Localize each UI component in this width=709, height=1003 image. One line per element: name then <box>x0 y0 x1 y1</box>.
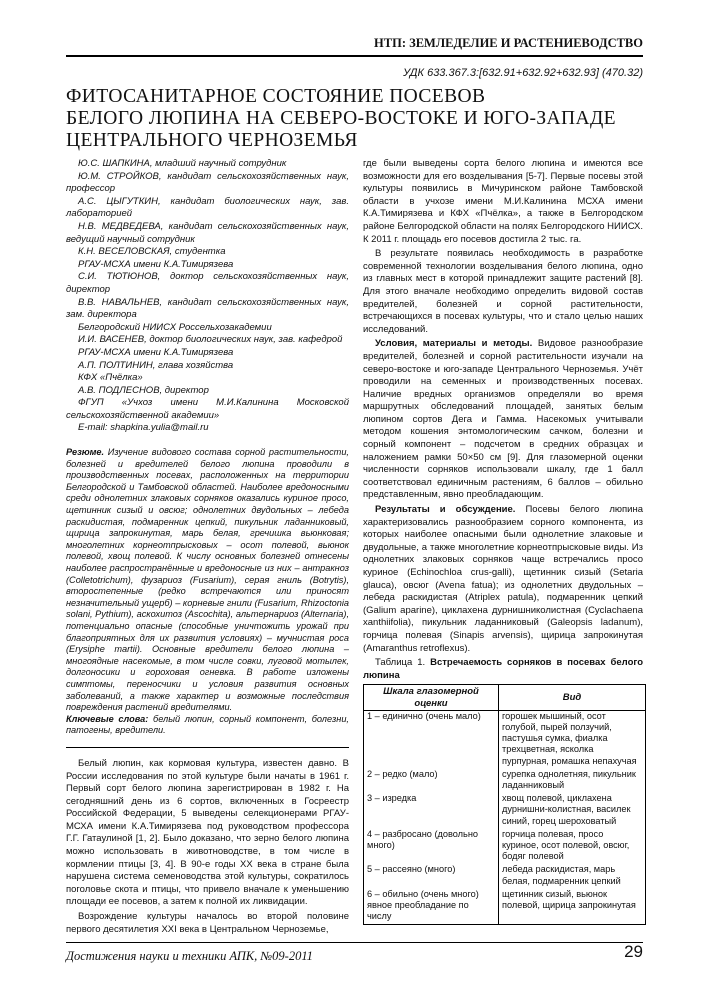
footer-rule <box>66 942 643 943</box>
table-cell-scale: 6 – обильно (очень много) явное преобладание по числу <box>364 889 499 925</box>
methods-heading: Условия, материалы и методы. <box>375 338 533 350</box>
paragraph: Возрождение культуры началось во второй половине первого десятилетия XXI века в Центральном Черноземье, <box>66 911 349 935</box>
keywords-label: Ключевые слова: <box>66 713 149 724</box>
abstract <box>66 447 349 714</box>
affiliation-line: РГАУ-МСХА имени К.А.Тимирязева <box>78 346 234 358</box>
table-row <box>364 864 646 888</box>
author-line: И.И. ВАСЕНЕВ, доктор биологических наук, зав. кафедрой <box>78 334 343 346</box>
author-line: А.П. ПОЛТИНИН, глава хозяйства <box>78 359 234 371</box>
journal-name: Достижения науки и техники АПК, №09-2011 <box>66 949 313 963</box>
table-caption <box>363 657 643 682</box>
author-line: С.И. ТЮТЮНОВ, доктор сельскохозяйственных наук, директор <box>66 271 349 295</box>
title-line-3: ЦЕНТРАЛЬНОГО ЧЕРНОЗЕМЬЯ <box>66 130 358 151</box>
author-line: А.С. ЦЫГУТКИН, кандидат биологических наук, зав. лабораторией <box>66 195 349 220</box>
article-title <box>66 86 656 152</box>
table-row <box>364 769 646 793</box>
header-rule <box>66 55 643 57</box>
affiliation-line: Белгородский НИИСХ Россельхозакадемии <box>78 321 272 333</box>
table-header-scale: Шкала глазомерной оценки <box>364 685 499 710</box>
author-line: Ю.С. ШАПКИНА, младший научный сотрудник <box>78 158 287 169</box>
paragraph: Белый люпин, как кормовая культура, известен давно. В России исследования по этой культуре были начаты в 1961 г. Первый сорт белого люпина зарегистрирован в 1982 г. На сегодняшний день из 6 сортов, включенных в Госреестр Российской Федерации, 5 выведены селекционерами РГАУ-МСХА имени К.А.Тимирязева под руководством профессора Г.Г. Гатаулиной [1, 2]. Было доказано, что зерно белого люпина можно использовать в животноводстве, в том числе в кормлении птицы [3, 4]. В 90-е годы XX века в стране была нарушена система семеноводства этой культуры, сократилось поголовье скота и птицы, что привело вначале к уменьшению площади ее посевов, а затем к полной их ликвидации. <box>66 757 349 908</box>
author-list <box>66 158 349 435</box>
author-line: Ю.М. СТРОЙКОВ, кандидат сельскохозяйственных наук, профессор <box>66 170 349 195</box>
author-line: А.В. ПОДЛЕСНОВ, директор <box>78 384 209 396</box>
table-cell-scale: 3 – изредка <box>364 793 499 829</box>
paragraph-methods: Условия, материалы и методы. Видовое разнообразие вредителей, болезней и сорной растительности изучали на северо-востоке и юго-западе Центрального Черноземья. Учёт проводили на семенных и производственных посевах. Наличие вредных организмов определяли во время маршрутных обследований площадей, занятых белым люпином сортов Дега и Гамма. Насекомых учитывали методом кошения энтомологическим сачком, болезни и сорный компонент – подсчетом в средних образцах и наложением рамки 50×50 см [9]. Для глазомерной оценки численности сорняков использовали шкалу, где 1 балл соответствовал единичным растениям, 6 баллов – обильно представленным, явно преобладающим. <box>363 338 643 501</box>
table-cell-scale: 2 – редко (мало) <box>364 769 499 793</box>
table-cell-species: сурепка однолетняя, пикульник ладанниковый <box>499 769 646 793</box>
abstract-text: Изучение видового состава сорной растительности, болезней и вредителей белого люпина проводили в производственных посевах, расположенных на территории Белгородской и Тамбовской областей. Наиболее вредоносными среди однолетних злаковых сорняков оказались куриное просо, щетинник сизый и овсюг; однолетних двудольных – лебеда раскидистая, подмаренник цепкий, пикульник ладанниковый, щирица запрокинутая, марь белая, гречишка вьюнковая; многолетних корнеотпрысковых – осот полевой, вьюнок полевой, хвощ полевой. К числу основных болезней отнесены наиболее распространённые и вредоносные из них – антракноз (Colletotrichum), фузариоз (Fusarium), серая гниль (Botrytis), второстепенные (редко встречаются или приносят незначительный ущерб) – корневые гнили (Fusarium, Rhizoctonia solani, Pythium), аскохитоз (Ascochita), альтернариоз (Alternaria), потенциально опасные (способные уничтожить урожай при благоприятных для их развития условиях) – мучнистая роса (Erysiphe martii). Основные вредители белого люпина – многоядные насекомые, в том числе совки, луговой мотылек, долгоносики и гороховая огневка. В работе изложены симптомы, переносчики и условия развития основных заболеваний, а также характер и возможные последствия повреждения растений вредителями. <box>66 447 349 713</box>
abstract-divider <box>66 747 349 748</box>
table-cell-scale: 1 – единично (очень мало) <box>364 710 499 769</box>
title-line-1: ФИТОСАНИТАРНОЕ СОСТОЯНИЕ ПОСЕВОВ <box>66 86 486 107</box>
table-cell-species: щетинник сизый, вьюнок полевой, щирица запрокинутая <box>499 889 646 925</box>
table-cell-species: лебеда раскидистая, марь белая, подмаренник цепкий <box>499 864 646 888</box>
author-line: В.В. НАВАЛЬНЕВ, кандидат сельскохозяйственных наук, зам. директора <box>66 296 349 321</box>
results-heading: Результаты и обсуждение. <box>375 504 516 516</box>
left-body-text <box>66 758 349 936</box>
paragraph-results: Результаты и обсуждение. Посевы белого люпина характеризовались разнообразием сорного компонента, из которых наиболее опасными были однолетние злаковые и двудольные, а также многолетние корнеотпрысковые виды. Из однолетних злаковых сорняков чаще встречались просо куриное (Echinochloa crus-galli), щетинник сизый (Setaria glauca), овсюг (Avena fatua); из однолетних двудольных – лебеда раскидистая (Atriplex patula), подмаренник цепкий (Galium aparine), циклахена дурнишниколистная (Cyclachaena xanthiifolia), пикульник ладанниковый (Galeopsis ladanum), горчица полевая (Sinapis arvensis), щирица запрокинутая (Amaranthus retroflexus). <box>363 504 643 654</box>
table-cell-scale: 4 – разбросано (довольно много) <box>364 829 499 865</box>
paragraph: В результате появилась необходимость в разработке современной технологии возделывания белого люпина, одно из главных мест в которой принадлежит защите растений [8]. Для этого вначале необходимо определить видовой состав вредителей, болезней и сорной растительности, встречающихся в посевах культуры, что и стало целью наших исследований. <box>363 248 643 335</box>
table-cell-species: хвощ полевой, циклахена дурнишни-колистная, василек синий, горец шероховатый <box>499 793 646 829</box>
affiliation-line: ФГУП «Учхоз имени М.И.Калинина Московской сельскохозяйственной академии» <box>66 397 349 421</box>
keywords-text: белый люпин, сорный компонент, болезни, патогены, вредители. <box>66 713 349 736</box>
author-line: Н.В. МЕДВЕДЕВА, кандидат сельскохозяйственных наук, ведущий научный сотрудник <box>66 220 349 245</box>
email-line: E-mail: shapkina.yulia@mail.ru <box>78 422 209 434</box>
table-row <box>364 710 646 769</box>
table-row <box>364 793 646 829</box>
affiliation-line: КФХ «Пчёлка» <box>78 372 143 384</box>
author-line: К.Н. ВЕСЕЛОВСКАЯ, студентка <box>78 246 226 258</box>
table-caption-title: Встречаемость сорняков в посевах белого люпина <box>363 657 644 681</box>
udk-code: УДК 633.367.3:[632.91+632.92+632.93] (470.32) <box>403 67 643 79</box>
weed-occurrence-table <box>363 684 646 925</box>
table-row <box>364 889 646 925</box>
table-cell-species: горошек мышиный, осот голубой, пырей ползучий, пастушья сумка, фиалка трехцветная, ясколка пурпурная, ромашка непахучая <box>499 710 646 769</box>
table-cell-scale: 5 – рассеяно (много) <box>364 864 499 888</box>
table-cell-species: горчица полевая, просо куриное, осот полевой, овсюг, бодяг полевой <box>499 829 646 865</box>
affiliation-line: РГАУ-МСХА имени К.А.Тимирязева <box>78 258 234 270</box>
right-column <box>363 158 643 925</box>
table-row <box>364 829 646 865</box>
paragraph: где были выведены сорта белого люпина и имеются все возможности для его возделывания [5-7]. Первые посевы этой культуры появились в Мичуринском районе Тамбовской области в учхозе имени М.И.Калинина МСХА имени К.А.Тимирязева и КФХ «Пчёлка», а также в Белгородском районе Белгородской области на полях Белгородского НИИСХ. К 2011 г. площадь его посевов достигла 2 тыс. га. <box>363 158 643 245</box>
left-column <box>66 158 349 936</box>
abstract-label: Резюме. <box>66 447 105 458</box>
table-caption-prefix: Таблица 1. <box>375 657 426 669</box>
table-header-species: Вид <box>499 685 646 710</box>
page-number: 29 <box>624 942 643 961</box>
keywords <box>66 714 349 737</box>
title-line-2: БЕЛОГО ЛЮПИНА НА СЕВЕРО-ВОСТОКЕ И ЮГО-ЗАПАДЕ <box>66 108 616 129</box>
section-header: НТП: ЗЕМЛЕДЕЛИЕ И РАСТЕНИЕВОДСТВО <box>374 36 643 50</box>
